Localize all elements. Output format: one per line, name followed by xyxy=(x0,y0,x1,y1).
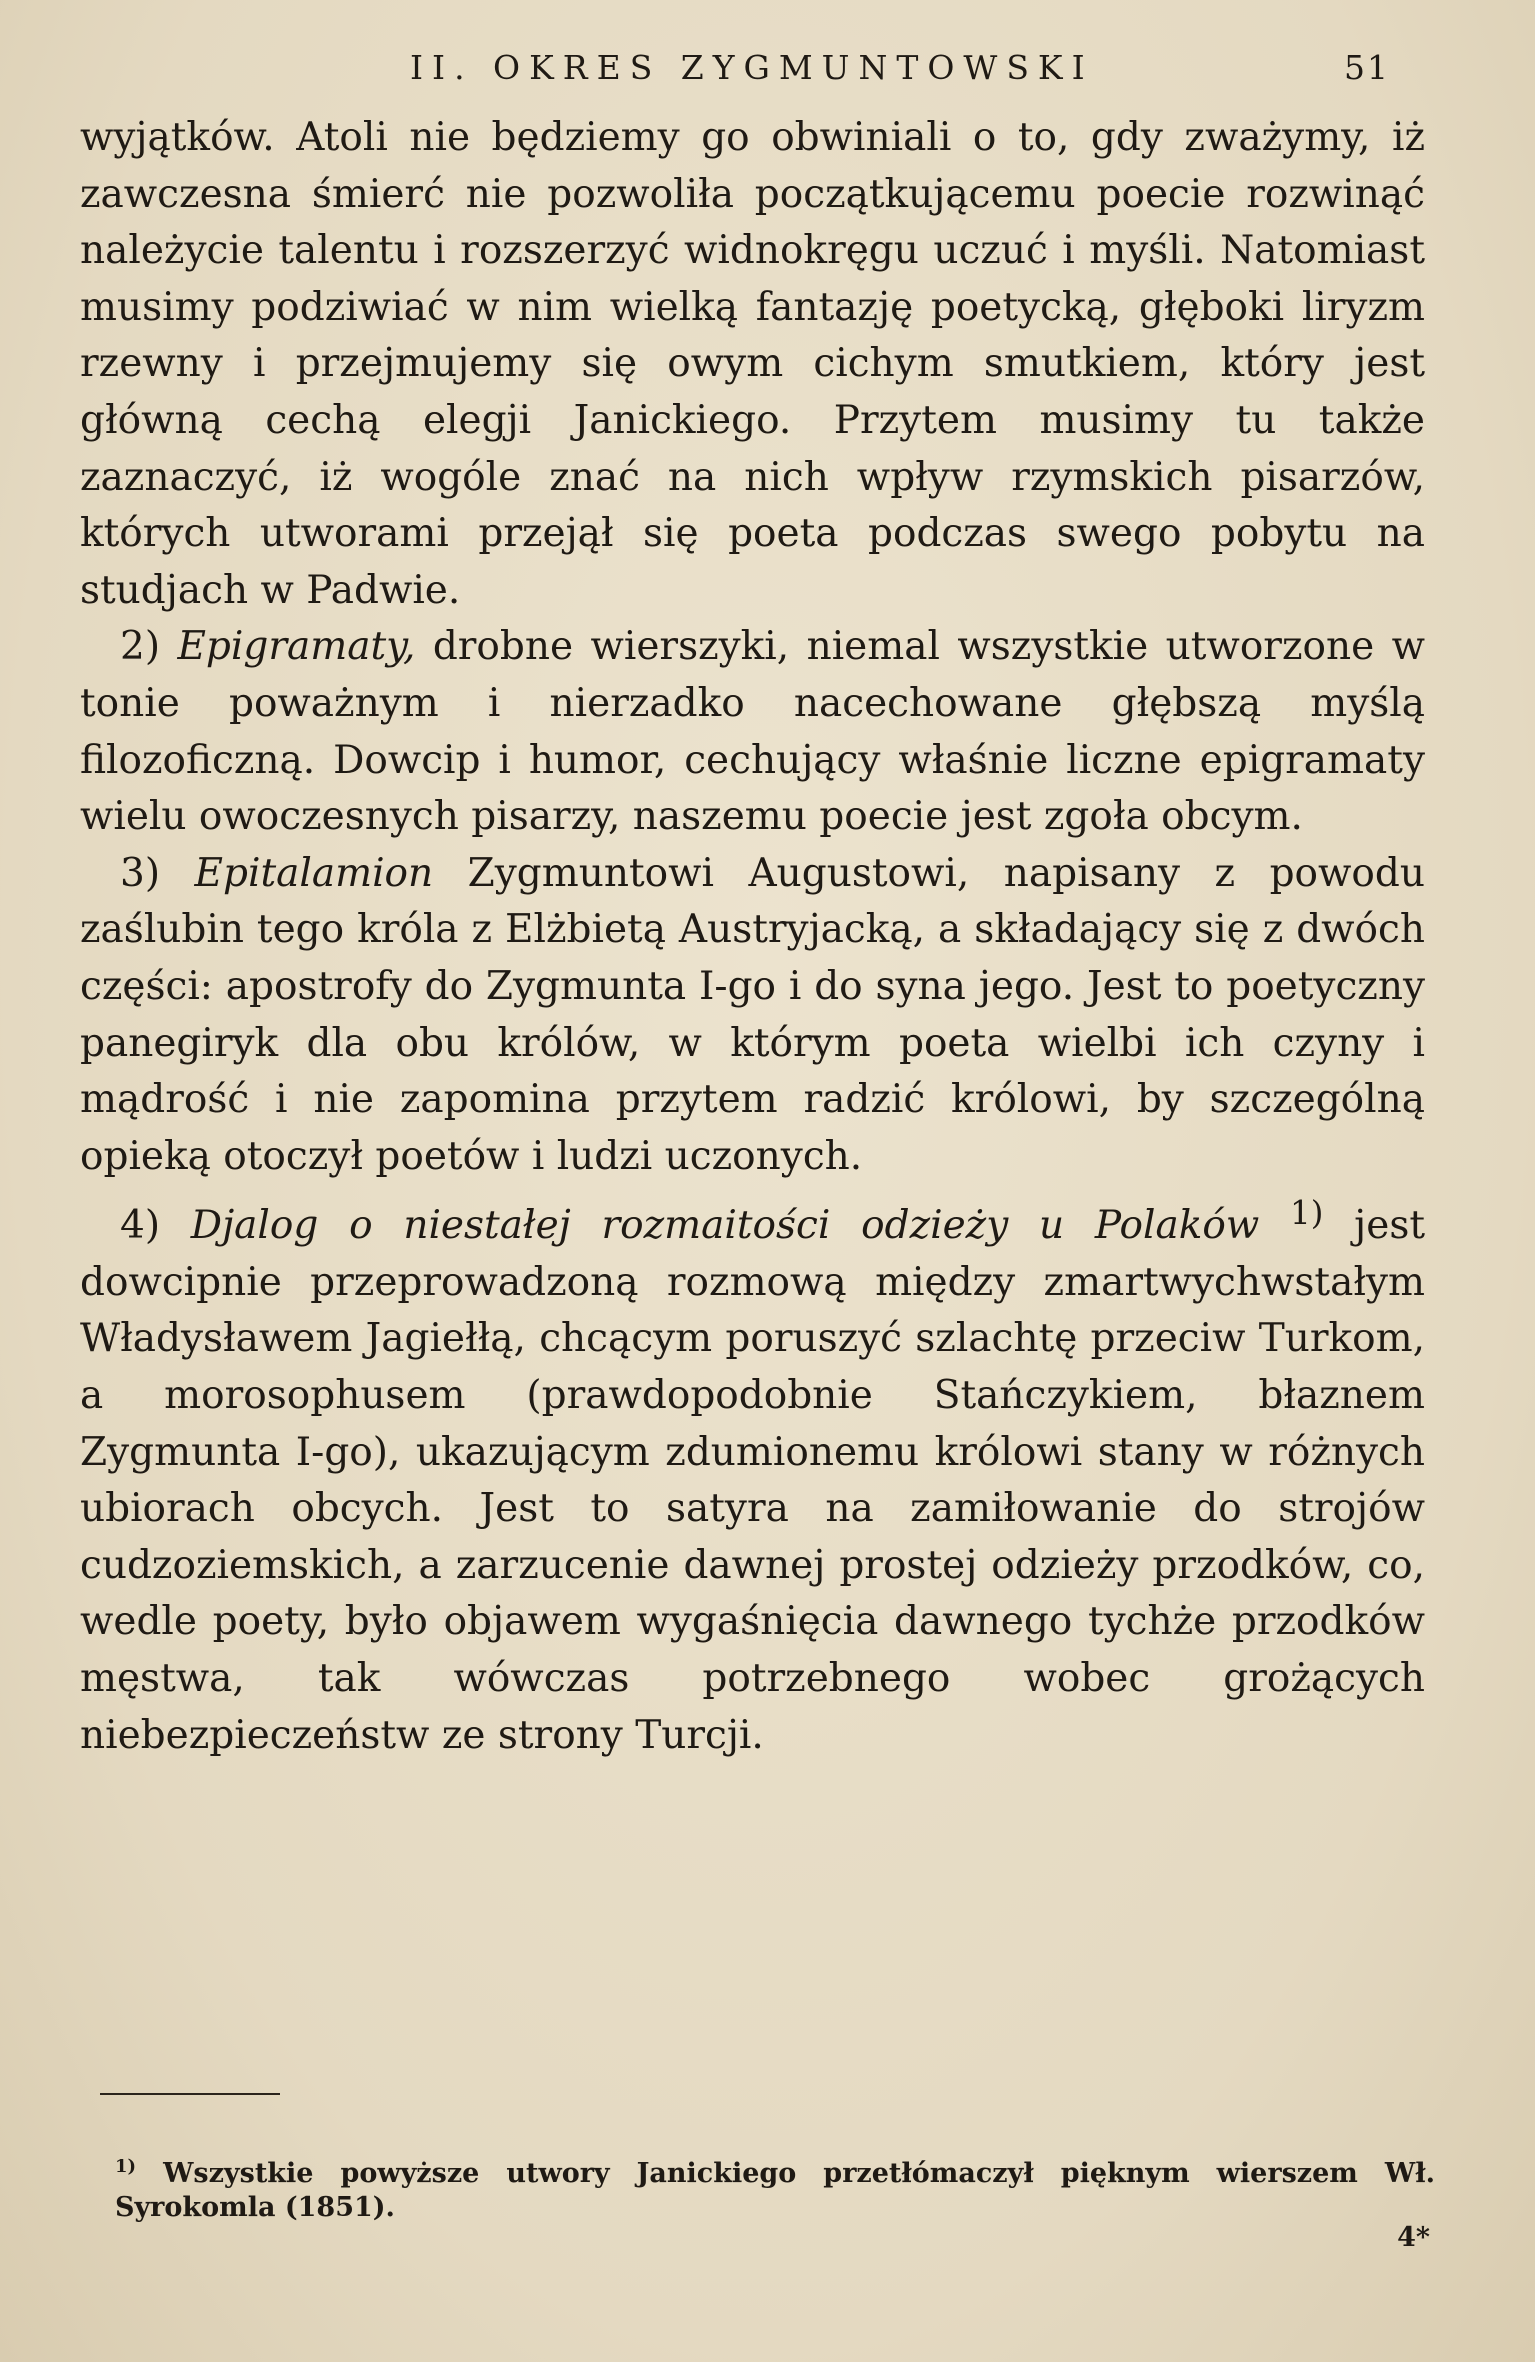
running-title: II. OKRES ZYGMUNTOWSKI xyxy=(410,48,1094,87)
item-title-epigramaty: Epigramaty, xyxy=(177,624,416,670)
body-text xyxy=(80,110,1425,1764)
footnote-text: Wszystkie powyższe utwory Janickiego przetłómaczył pięknym wierszem Wł. Syrokomla (1851). xyxy=(115,2158,1435,2223)
paragraph-4 xyxy=(80,1185,1425,1764)
running-head xyxy=(410,48,1390,88)
item-number-3: 3) xyxy=(120,850,161,896)
printer-signature: 4* xyxy=(1397,2222,1430,2253)
item-title-epitalamion: Epitalamion xyxy=(194,850,434,896)
paragraph-1: wyjątków. Atoli nie będziemy go obwiniali o to, gdy zważymy, iż zawczesna śmierć nie pozwoliła początkującemu poecie rozwinąć należycie talentu i rozszerzyć widnokręgu uczuć i myśli. Natomiast musimy podziwiać w nim wielką fantazję poetycką, głęboki liryzm rzewny i przejmujemy się owym cichym smutkiem, który jest główną cechą elegji Janickiego. Przytem musimy tu także zaznaczyć, iż wogóle znać na nich wpływ rzymskich pisarzów, których utworami przejął się poeta podczas swego pobytu na studjach w Padwie. xyxy=(80,115,1425,613)
paragraph-3 xyxy=(80,846,1425,1186)
page-number: 51 xyxy=(1344,48,1390,87)
item-text-4: jest dowcipnie przeprowadzoną rozmową między zmartwychwstałym Władysławem Jagiełłą, chcącym poruszyć szlachtę przeciw Turkom, a morosophusem (prawdopodobnie Stańczykiem, błaznem Zygmunta I-go), ukazującym zdumionemu królowi stany w różnych ubiorach obcych. Jest to satyra na zamiłowanie do strojów cudzoziemskich, a zarzucenie dawnej prostej odzieży przodków, co, wedle poety, było objawem wygaśnięcia dawnego tychże przodków męstwa, tak wówczas potrzebnego wobec grożących niebezpieczeństw ze strony Turcji. xyxy=(80,1203,1425,1758)
item-number-2: 2) xyxy=(120,624,161,670)
paragraph-2 xyxy=(80,619,1425,845)
footnote xyxy=(115,2150,1435,2225)
item-text-3: Zygmuntowi Augustowi, napisany z powodu zaślubin tego króla z Elżbietą Austryjacką, a składający się z dwóch części: apostrofy do Zygmunta I-go i do syna jego. Jest to poetyczny panegiryk dla obu królów, w którym poeta wielbi ich czyny i mądrość i nie zapomina przytem radzić królowi, by szczególną opieką otoczył poetów i ludzi uczonych. xyxy=(80,850,1425,1179)
item-title-djalog: Djalog o niestałej rozmaitości odzieży u Polaków xyxy=(190,1203,1260,1249)
item-number-4: 4) xyxy=(120,1203,161,1249)
footnote-reference: 1) xyxy=(1290,1194,1324,1233)
footnote-marker: 1) xyxy=(115,2156,137,2177)
footnote-divider xyxy=(100,2093,280,2095)
item-text-2: drobne wierszyki, niemal wszystkie utworzone w tonie poważnym i nierzadko nacechowane głębszą myślą filozoficzną. Dowcip i humor, cechujący właśnie liczne epigramaty wielu owoczesnych pisarzy, naszemu poecie jest zgoła obcym. xyxy=(80,624,1425,840)
